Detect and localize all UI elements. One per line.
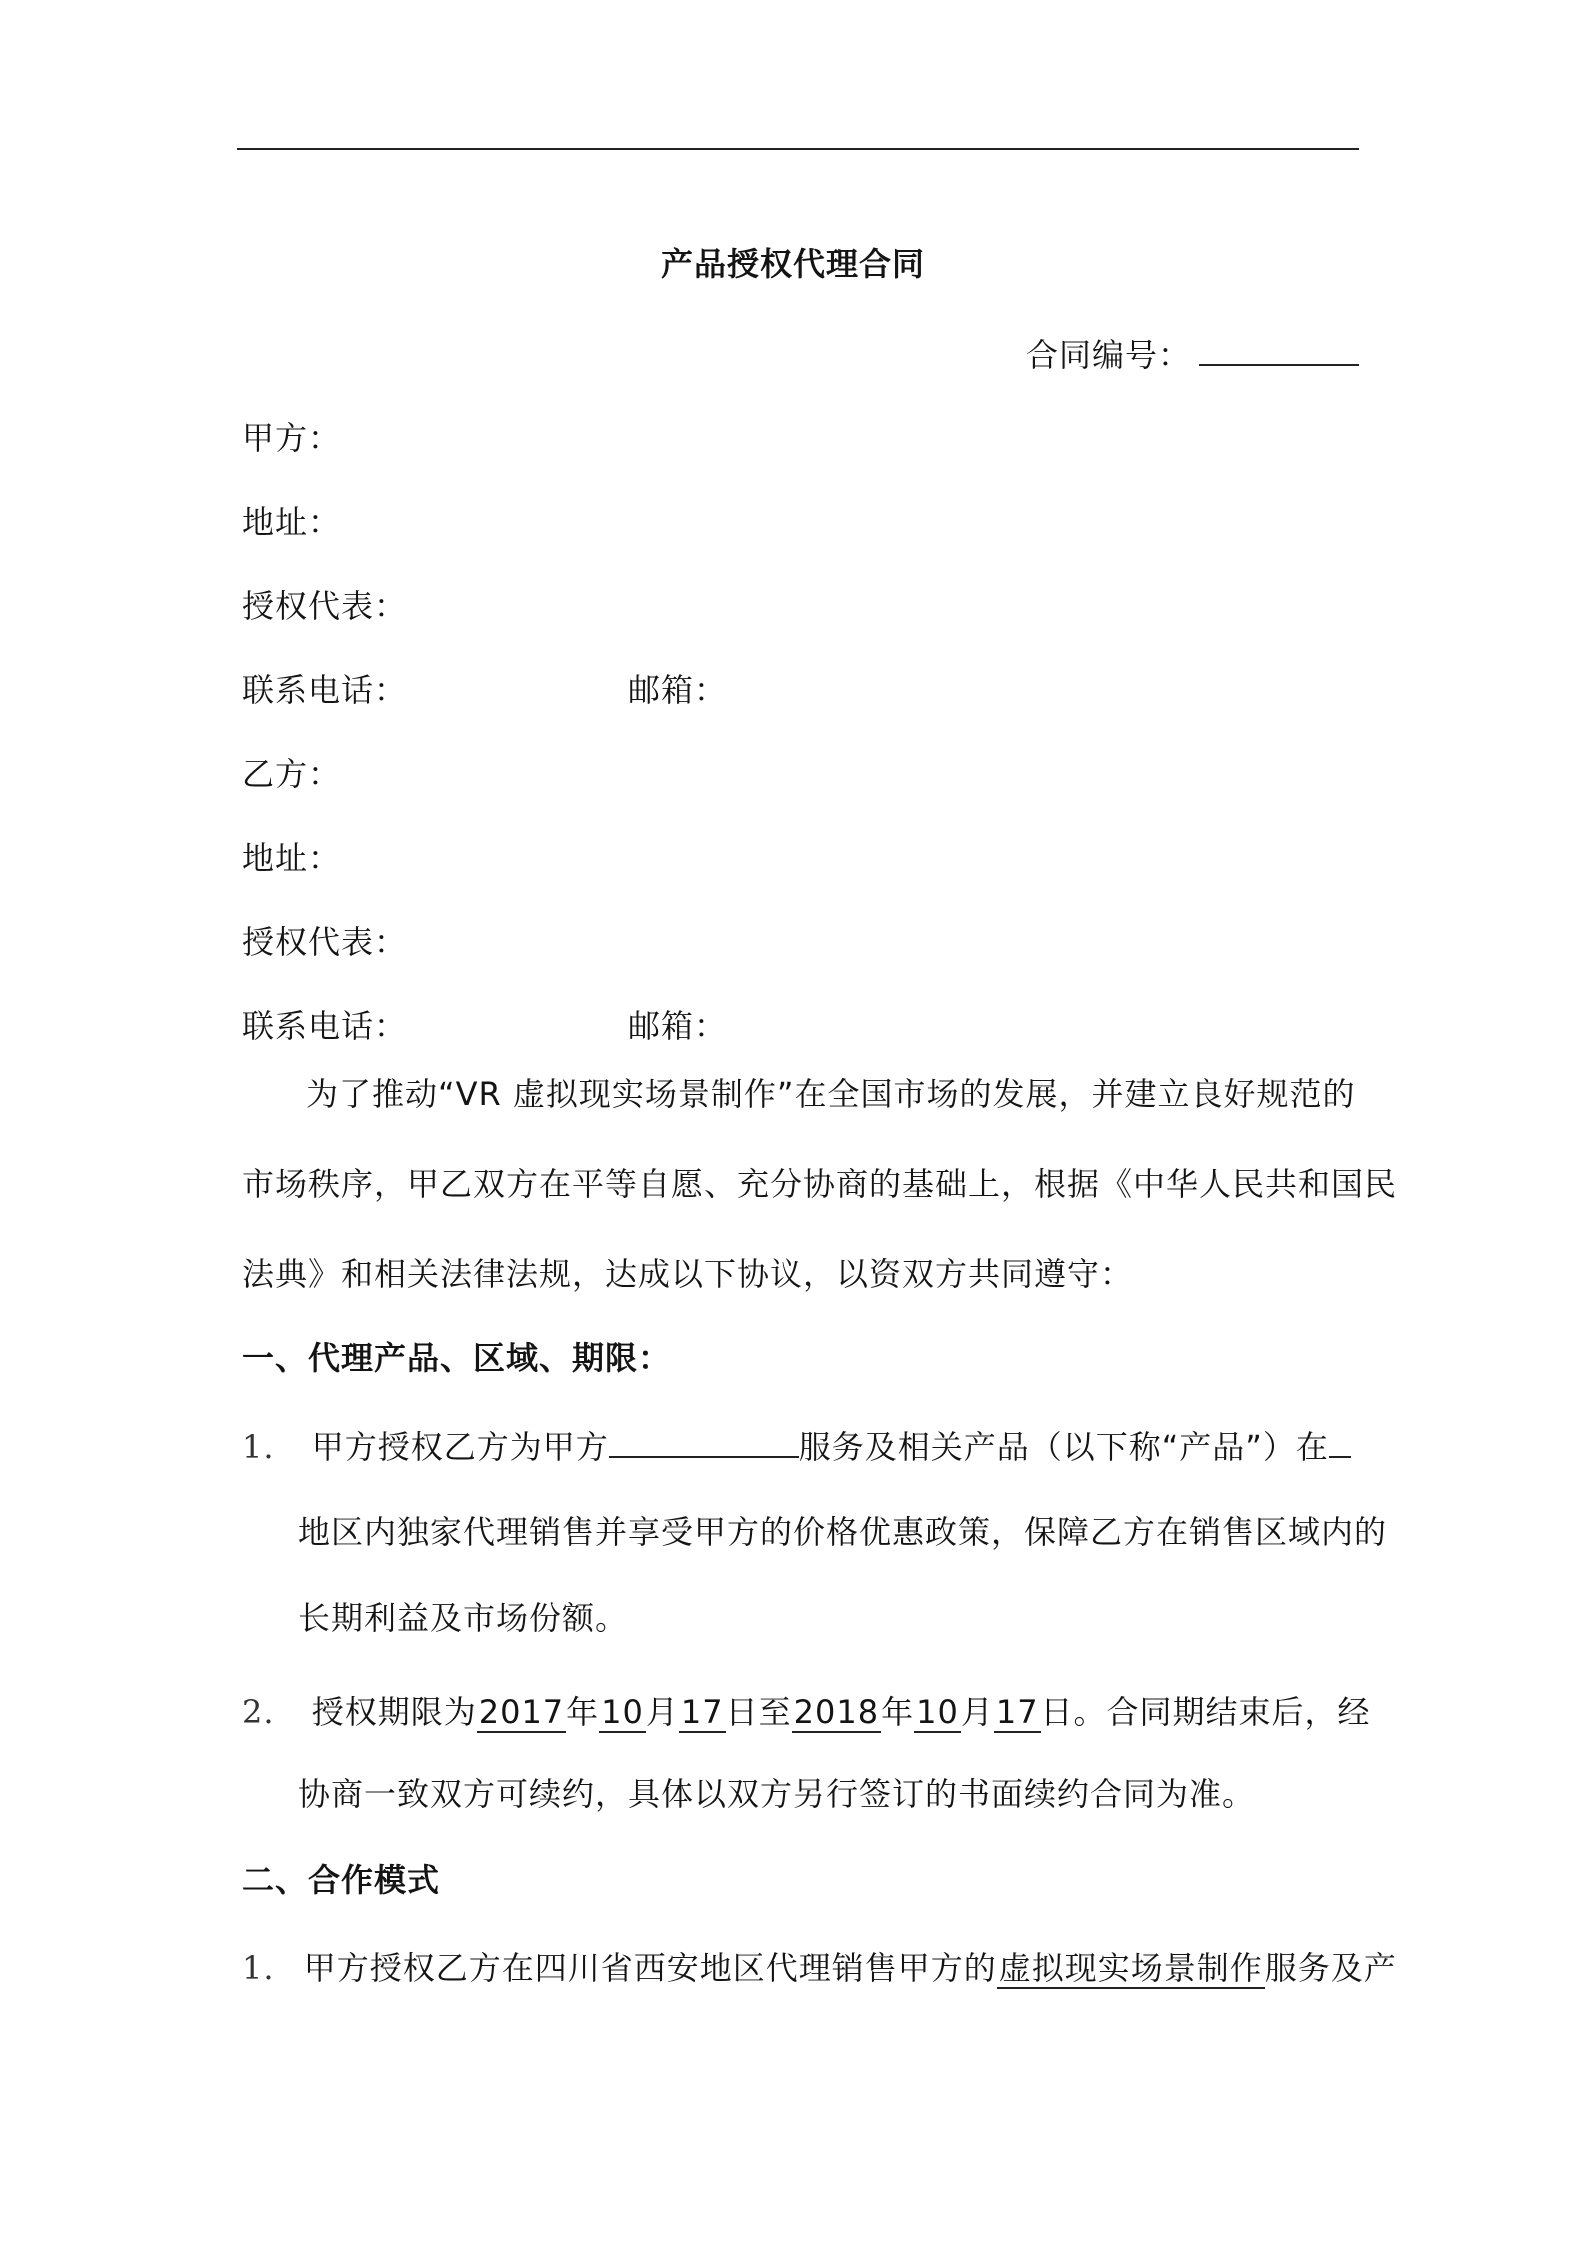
party-b-rep-label: 授权代表： <box>242 923 408 961</box>
term-suffix: 日。合同期结束后，经 <box>1040 1693 1371 1731</box>
party-b-address-label: 地址： <box>242 839 342 877</box>
product-blank <box>609 1426 799 1458</box>
section-2-heading: 二、合作模式 <box>242 1861 441 1899</box>
start-month: 10 <box>601 1693 644 1731</box>
term-prefix: 授权期限为 <box>311 1693 477 1731</box>
start-day: 17 <box>680 1693 724 1731</box>
month-char: 月 <box>645 1693 679 1731</box>
section-1-item-1 <box>242 1426 1351 1467</box>
party-a-phone-label: 联系电话： <box>242 671 408 709</box>
end-year: 2018 <box>793 1693 880 1731</box>
party-a-address-label: 地址： <box>242 503 342 541</box>
item-1-text-b: 服务及相关产品（以下称“产品”）在 <box>798 1428 1329 1466</box>
section-1-item-2 <box>242 1692 1371 1732</box>
section-1-heading: 一、代理产品、区域、期限： <box>242 1339 672 1377</box>
item-number: 1. <box>242 1428 275 1466</box>
month-char: 月 <box>960 1693 994 1731</box>
section-2-item-1-text-b: 服务及产 <box>1264 1949 1397 1987</box>
year-char: 年 <box>881 1693 915 1731</box>
document-title: 产品授权代理合同 <box>660 245 925 283</box>
preamble-line-1: 为了推动“VR 虚拟现实场景制作”在全国市场的发展，并建立良好规范的 <box>306 1075 1356 1113</box>
party-a-rep-label: 授权代表： <box>242 587 408 625</box>
party-b-phone-label: 联系电话： <box>242 1007 408 1045</box>
section-2-item-1 <box>242 1948 1397 1988</box>
service-name: 虚拟现实场景制作 <box>998 1949 1263 1987</box>
day-to: 日至 <box>725 1693 792 1731</box>
contract-number-blank <box>1199 334 1359 366</box>
item-number: 2. <box>242 1693 275 1731</box>
contract-number-row <box>1026 334 1359 375</box>
year-char: 年 <box>566 1693 600 1731</box>
section-2-item-1-text-a: 甲方授权乙方在四川省西安地区代理销售甲方的 <box>303 1949 997 1987</box>
section-1-item-1-line-3: 长期利益及市场份额。 <box>298 1599 629 1637</box>
region-blank <box>1329 1426 1351 1458</box>
end-day: 17 <box>995 1693 1039 1731</box>
item-1-text-a: 甲方授权乙方为甲方 <box>311 1428 609 1466</box>
header-rule <box>237 148 1359 150</box>
start-year: 2017 <box>478 1693 565 1731</box>
party-b-label: 乙方： <box>242 755 342 793</box>
party-a-email-label: 邮箱： <box>628 671 728 709</box>
item-number: 1. <box>242 1949 275 1987</box>
party-b-email-label: 邮箱： <box>628 1007 728 1045</box>
section-1-item-1-line-2: 地区内独家代理销售并享受甲方的价格优惠政策，保障乙方在销售区域内的 <box>298 1513 1388 1551</box>
party-a-label: 甲方： <box>242 419 342 457</box>
end-month: 10 <box>916 1693 959 1731</box>
contract-number-label: 合同编号： <box>1025 336 1191 374</box>
preamble-line-2: 市场秩序，甲乙双方在平等自愿、充分协商的基础上，根据《中华人民共和国民 <box>242 1165 1398 1203</box>
preamble-line-3: 法典》和相关法律法规，达成以下协议，以资双方共同遵守： <box>242 1255 1134 1293</box>
section-1-item-2-line-2: 协商一致双方可续约，具体以双方另行签订的书面续约合同为准。 <box>298 1775 1256 1813</box>
